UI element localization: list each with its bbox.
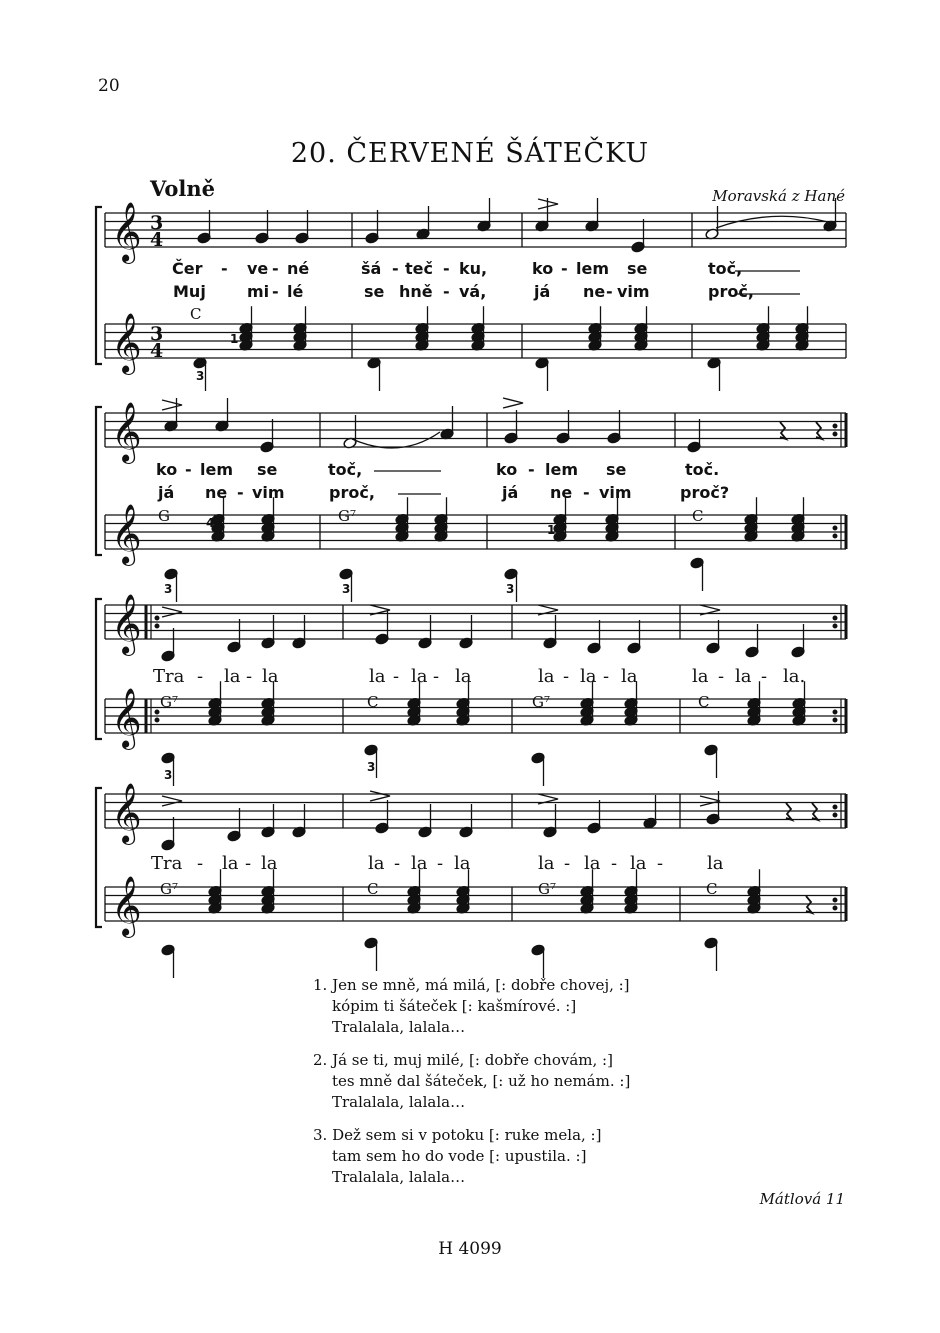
repeat-dot <box>833 906 837 910</box>
source-reference: Mátlová 11 <box>759 1190 845 1208</box>
verse-2 <box>313 1050 630 1113</box>
fingering: 3 <box>342 582 351 596</box>
chord-symbol: G⁷ <box>538 880 556 898</box>
system-bracket <box>96 599 102 739</box>
lyric: la <box>224 666 241 687</box>
lyric: la <box>580 666 597 687</box>
treble-clef-icon: 𝄞 <box>111 402 142 462</box>
lyric: - <box>197 853 204 874</box>
treble-clef-icon: 𝄞 <box>111 876 142 936</box>
lyric: - <box>657 853 664 874</box>
lyric: ku, <box>459 259 488 278</box>
fingering: 3 <box>164 582 173 596</box>
time-signature-top: 3 <box>150 212 164 234</box>
lyric: - <box>443 259 450 278</box>
lyric: - <box>606 282 613 301</box>
lyric: - <box>528 460 535 479</box>
lyric: ne <box>550 483 573 502</box>
lyric: - <box>603 666 610 687</box>
lyric: - <box>197 666 204 687</box>
verse-3 <box>313 1125 630 1188</box>
lyric: Tra <box>151 853 183 874</box>
tie-arc <box>716 216 828 228</box>
lyric: la <box>538 853 555 874</box>
fingering: 3 <box>367 760 376 774</box>
chord-symbol: G⁷ <box>532 693 550 711</box>
lyric: - <box>237 483 244 502</box>
repeat-dot <box>833 710 837 714</box>
lyric: la <box>735 666 752 687</box>
lyric: lem <box>576 259 610 278</box>
lyric: la <box>454 853 471 874</box>
lyric: - <box>245 853 252 874</box>
repeat-dot <box>833 813 837 817</box>
lyric: la <box>455 666 472 687</box>
lyric: - <box>437 853 444 874</box>
lyric: - <box>393 666 400 687</box>
repeat-dot <box>155 718 159 722</box>
lyric: já <box>502 483 519 502</box>
lyric: la <box>369 666 386 687</box>
lyric: lem <box>545 460 579 479</box>
lyric: la <box>222 853 239 874</box>
lyric: teč <box>405 259 433 278</box>
lyric: toč. <box>685 460 720 479</box>
lyric: - <box>611 853 618 874</box>
page-number: 20 <box>98 76 120 96</box>
lyric: ko <box>532 259 554 278</box>
lyric: Tra <box>153 666 185 687</box>
song-origin: Moravská z Hané <box>712 187 845 205</box>
lyric: ve <box>247 259 269 278</box>
verse-line: Tralalala, lalala… <box>332 1093 466 1111</box>
treble-clef-icon: 𝄞 <box>111 313 142 373</box>
lyric: lé <box>287 282 304 301</box>
lyric: proč, <box>708 282 754 301</box>
time-signature-bottom: 4 <box>150 229 164 251</box>
lyric: - <box>392 259 399 278</box>
repeat-dot <box>155 624 159 628</box>
verse-line: tes mně dal šáteček, [: už ho nemám. :] <box>332 1072 631 1090</box>
verse-line: 2. Já se ti, muj milé, [: dobře chovám, :] <box>313 1051 613 1069</box>
lyric: - <box>761 666 768 687</box>
repeat-dot <box>833 534 837 538</box>
lyric: Muj <box>173 282 206 301</box>
treble-clef-icon: 𝄞 <box>111 504 142 564</box>
lyric: já <box>158 483 175 502</box>
lyric: ne <box>583 282 606 301</box>
verse-line: 3. Dež sem si v potoku [: ruke mela, :] <box>313 1126 602 1144</box>
chord-symbol: G⁷ <box>160 880 178 898</box>
lyric: la <box>368 853 385 874</box>
lyric: lem <box>200 460 234 479</box>
lyric: proč, <box>329 483 375 502</box>
lyric: - <box>583 483 590 502</box>
lyric: la <box>538 666 555 687</box>
lyric: - <box>272 259 279 278</box>
treble-clef-icon: 𝄞 <box>111 688 142 748</box>
lyric: vá, <box>459 282 487 301</box>
chord-symbol: C <box>698 693 710 711</box>
lyric: la. <box>783 666 806 687</box>
verse-1 <box>313 975 630 1038</box>
verses-block <box>313 975 630 1200</box>
lyric: la <box>411 666 428 687</box>
repeat-dot <box>155 710 159 714</box>
accent-mark <box>162 796 182 806</box>
chord-symbol: G <box>158 507 170 525</box>
chord-symbol: C <box>692 507 704 525</box>
lyric: - <box>561 259 568 278</box>
verse-line: 1. Jen se mně, má milá, [: dobře chovej, :] <box>313 976 630 994</box>
lyric: vim <box>599 483 632 502</box>
repeat-dot <box>833 526 837 530</box>
lyric: la <box>707 853 724 874</box>
fingering: 3 <box>506 582 515 596</box>
chord-symbol: C <box>706 880 718 898</box>
lyric: šá <box>361 259 382 278</box>
lyric: toč, <box>708 259 743 278</box>
time-signature-top: 3 <box>150 323 164 345</box>
accent-mark <box>700 796 720 806</box>
lyric: la <box>584 853 601 874</box>
lyric: la <box>692 666 709 687</box>
chord-symbol: C <box>367 880 379 898</box>
fingering: 1 <box>230 332 239 346</box>
time-signature-bottom: 4 <box>150 340 164 362</box>
accent-mark <box>503 398 523 408</box>
repeat-dot <box>833 898 837 902</box>
catalog-number: H 4099 <box>438 1239 502 1259</box>
lyric: já <box>534 282 551 301</box>
verse-line: Tralalala, lalala… <box>332 1168 466 1186</box>
verse-line: kópim ti šáteček [: kašmírové. :] <box>332 997 577 1015</box>
repeat-dot <box>833 718 837 722</box>
verse-line: Tralalala, lalala… <box>332 1018 466 1036</box>
lyric: la <box>630 853 647 874</box>
lyric: - <box>221 259 228 278</box>
lyric: - <box>718 666 725 687</box>
lyric: - <box>272 282 279 301</box>
treble-clef-icon: 𝄞 <box>111 783 142 843</box>
system-bracket <box>96 407 102 555</box>
repeat-dot <box>833 616 837 620</box>
lyric: se <box>606 460 627 479</box>
lyric: ko <box>496 460 518 479</box>
lyric: toč, <box>328 460 363 479</box>
repeat-dot <box>833 624 837 628</box>
repeat-dot <box>833 805 837 809</box>
repeat-dot <box>833 424 837 428</box>
lyric: vim <box>252 483 285 502</box>
lyric: - <box>246 666 253 687</box>
lyric: né <box>287 259 310 278</box>
lyric: mi <box>247 282 270 301</box>
fingering: 3 <box>196 369 205 383</box>
chord-symbol: G⁷ <box>160 693 178 711</box>
lyric: hně <box>399 282 433 301</box>
song-title: 20. ČERVENÉ ŠÁTEČKU <box>290 138 650 169</box>
chord-symbol: C <box>367 693 379 711</box>
fingering: 4 <box>206 516 215 530</box>
treble-clef-icon: 𝄞 <box>111 594 142 654</box>
lyric: - <box>563 666 570 687</box>
tempo-marking: Volně <box>150 176 215 201</box>
lyric: - <box>394 853 401 874</box>
lyric: la <box>411 853 428 874</box>
lyric: - <box>564 853 571 874</box>
lyric: se <box>627 259 648 278</box>
lyric: - <box>443 282 450 301</box>
system-bracket <box>96 207 102 364</box>
accent-mark <box>370 791 390 801</box>
accent-mark <box>162 400 182 410</box>
repeat-dot <box>833 432 837 436</box>
lyric: vim <box>617 282 650 301</box>
lyric: la <box>261 853 278 874</box>
verse-line: tam sem ho do vode [: upustila. :] <box>332 1147 587 1165</box>
chord-symbol: C <box>190 305 202 323</box>
lyric: se <box>364 282 385 301</box>
repeat-dot <box>155 616 159 620</box>
lyric: Čer <box>172 259 203 278</box>
fingering: 1 <box>547 523 556 537</box>
tie-arc <box>352 432 440 448</box>
lyric: - <box>433 666 440 687</box>
system-bracket <box>96 788 102 927</box>
lyric: se <box>257 460 278 479</box>
lyric: ne <box>205 483 228 502</box>
lyric: ko <box>156 460 178 479</box>
lyric: la <box>621 666 638 687</box>
treble-clef-icon: 𝄞 <box>111 202 142 262</box>
lyric: - <box>185 460 192 479</box>
lyric: proč? <box>680 483 730 502</box>
chord-symbol: G⁷ <box>338 507 356 525</box>
accent-mark <box>162 607 182 617</box>
fingering: 3 <box>164 768 173 782</box>
lyric: la <box>262 666 279 687</box>
